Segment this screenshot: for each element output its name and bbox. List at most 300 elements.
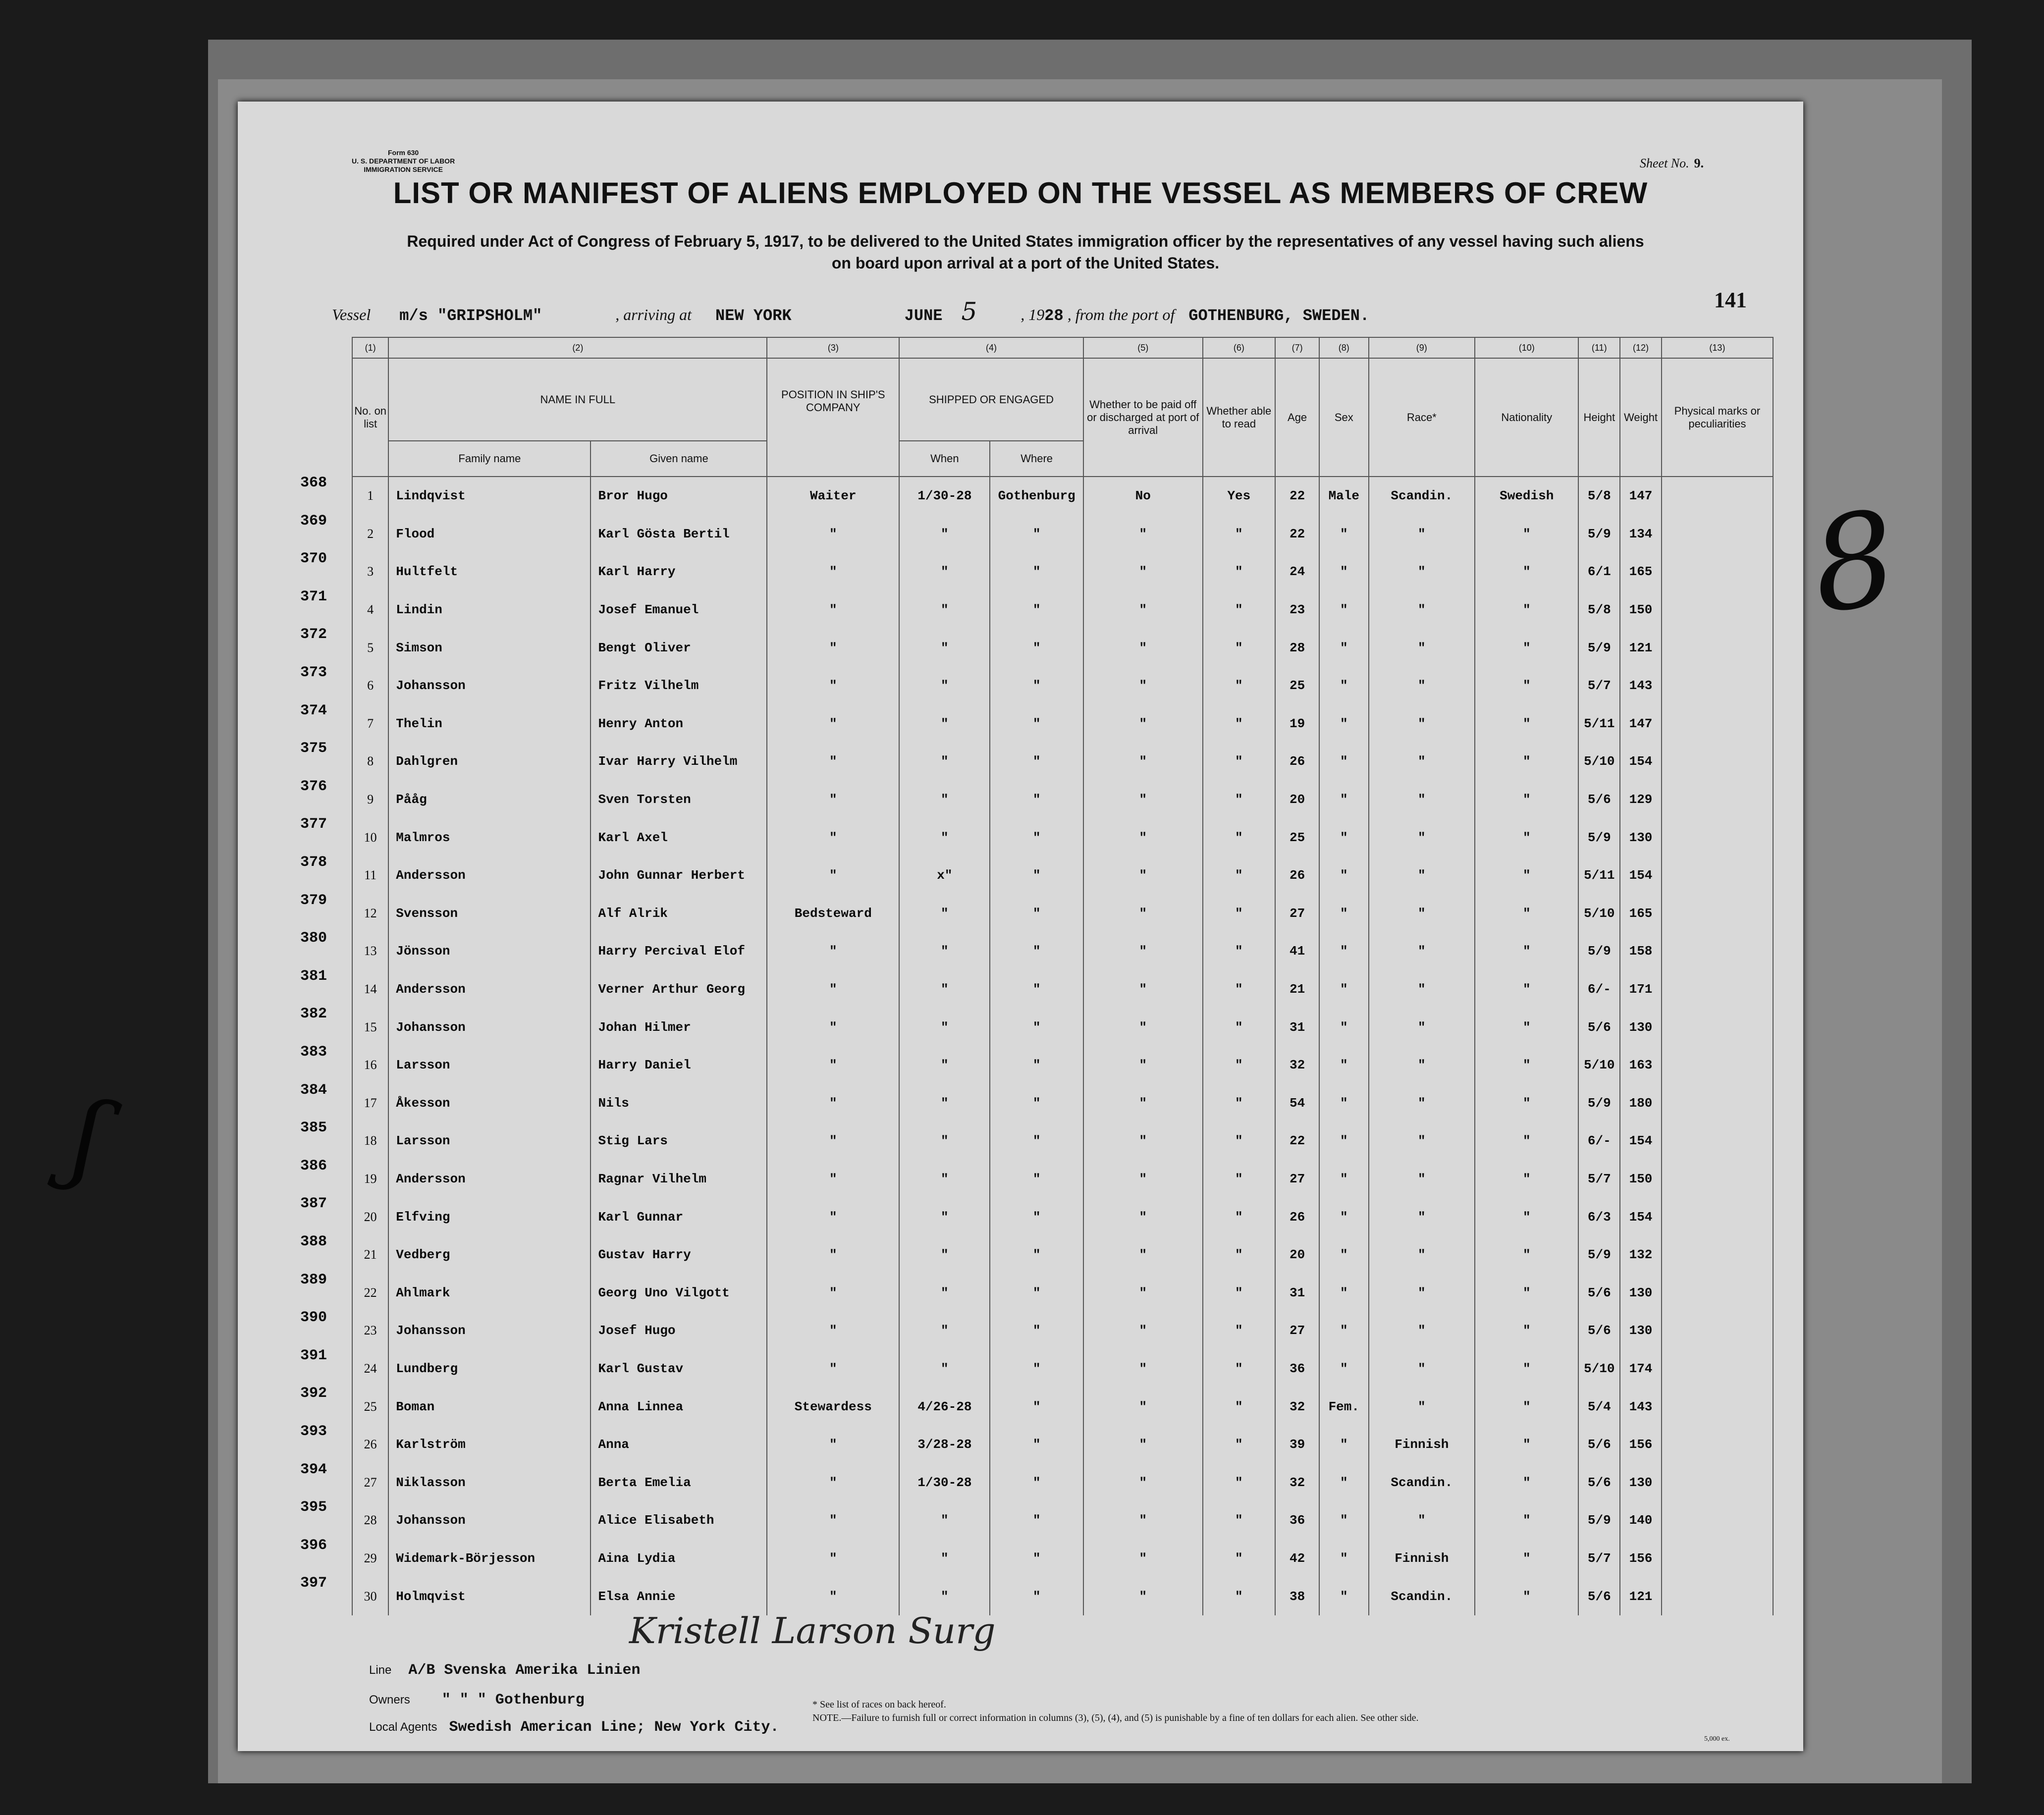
shipped-when-cell: " bbox=[899, 781, 990, 819]
weight-cell: 165 bbox=[1620, 895, 1662, 933]
shipped-when-cell: " bbox=[899, 895, 990, 933]
ledger-id: 380 bbox=[300, 930, 327, 947]
table-row bbox=[352, 1388, 1773, 1426]
height-cell: 5/9 bbox=[1578, 515, 1620, 553]
able-to-read-cell: " bbox=[1203, 1463, 1276, 1501]
sex-cell: Fem. bbox=[1319, 1388, 1368, 1426]
colnum-11: (11) bbox=[1578, 337, 1620, 358]
shipped-where-cell: " bbox=[990, 856, 1083, 895]
race-cell: " bbox=[1369, 1198, 1475, 1236]
sex-cell: " bbox=[1319, 591, 1368, 629]
nationality-cell: " bbox=[1475, 1426, 1578, 1464]
sex-cell: " bbox=[1319, 1312, 1368, 1350]
height-cell: 5/4 bbox=[1578, 1388, 1620, 1426]
age-cell: 24 bbox=[1275, 553, 1319, 591]
physical-marks-cell bbox=[1662, 1160, 1773, 1198]
position-cell: " bbox=[767, 1350, 899, 1388]
penalty-note: NOTE.—Failure to furnish full or correct information in columns (3), (5), (4), and (5) is punishable by a fine of ten dollars for each alien. See other side. bbox=[812, 1712, 1419, 1723]
age-cell: 27 bbox=[1275, 1160, 1319, 1198]
age-cell: 38 bbox=[1275, 1577, 1319, 1615]
age-cell: 19 bbox=[1275, 705, 1319, 743]
family-name-cell: Lundberg bbox=[388, 1350, 591, 1388]
ledger-id: 369 bbox=[300, 512, 327, 530]
family-name-cell: Malmros bbox=[388, 818, 591, 856]
shipped-when-cell: 4/26-28 bbox=[899, 1388, 990, 1426]
race-cell: Finnish bbox=[1369, 1426, 1475, 1464]
physical-marks-cell bbox=[1662, 932, 1773, 970]
given-name-cell: Karl Gösta Bertil bbox=[591, 515, 767, 553]
race-cell: " bbox=[1369, 1501, 1475, 1540]
shipped-where-cell: " bbox=[990, 1388, 1083, 1426]
nationality-cell: " bbox=[1475, 932, 1578, 970]
family-name-cell: Johansson bbox=[388, 1008, 591, 1046]
age-cell: 25 bbox=[1275, 667, 1319, 705]
subtitle-line-1: Required under Act of Congress of February 5, 1917, to be delivered to the United States immigration officer by the representatives of any vessel having such aliens bbox=[407, 232, 1644, 250]
able-to-read-cell: " bbox=[1203, 705, 1276, 743]
ledger-id: 374 bbox=[300, 702, 327, 719]
margin-handwritten-number: 8 bbox=[1803, 482, 1905, 643]
height-cell: 5/9 bbox=[1578, 932, 1620, 970]
ledger-id: 377 bbox=[300, 816, 327, 833]
row-number-cell: 9 bbox=[352, 781, 388, 819]
height-cell: 5/7 bbox=[1578, 1160, 1620, 1198]
family-name-cell: Karlström bbox=[388, 1426, 591, 1464]
given-name-cell: Alf Alrik bbox=[591, 895, 767, 933]
shipped-where-cell: " bbox=[990, 1350, 1083, 1388]
shipped-where-cell: " bbox=[990, 553, 1083, 591]
margin-scribble: ʃ bbox=[64, 1078, 111, 1197]
able-to-read-cell: " bbox=[1203, 515, 1276, 553]
physical-marks-cell bbox=[1662, 1046, 1773, 1084]
ledger-id: 386 bbox=[300, 1157, 327, 1174]
given-name-cell: Karl Axel bbox=[591, 818, 767, 856]
family-name-cell: Hultfelt bbox=[388, 553, 591, 591]
race-cell: " bbox=[1369, 1008, 1475, 1046]
paid-off-cell: " bbox=[1083, 1312, 1203, 1350]
vessel-line bbox=[332, 297, 1769, 326]
arrival-port: NEW YORK bbox=[715, 307, 792, 325]
paid-off-cell: " bbox=[1083, 1274, 1203, 1312]
family-name-cell: Åkesson bbox=[388, 1084, 591, 1122]
arriving-label: , arriving at bbox=[615, 306, 692, 323]
age-cell: 27 bbox=[1275, 895, 1319, 933]
paid-off-cell: " bbox=[1083, 1008, 1203, 1046]
position-cell: Stewardess bbox=[767, 1388, 899, 1426]
header-shipped: SHIPPED OR ENGAGED bbox=[899, 358, 1083, 441]
age-cell: 36 bbox=[1275, 1501, 1319, 1540]
given-name-cell: Nils bbox=[591, 1084, 767, 1122]
nationality-cell: " bbox=[1475, 1084, 1578, 1122]
physical-marks-cell bbox=[1662, 1350, 1773, 1388]
position-cell: " bbox=[767, 1084, 899, 1122]
nationality-cell: " bbox=[1475, 1501, 1578, 1540]
header-name-in-full: NAME IN FULL bbox=[388, 358, 767, 441]
race-cell: " bbox=[1369, 1388, 1475, 1426]
weight-cell: 163 bbox=[1620, 1046, 1662, 1084]
table-row bbox=[352, 1122, 1773, 1160]
line-label: Line bbox=[369, 1663, 392, 1677]
position-cell: " bbox=[767, 1426, 899, 1464]
physical-marks-cell bbox=[1662, 1274, 1773, 1312]
nationality-cell: " bbox=[1475, 515, 1578, 553]
able-to-read-cell: " bbox=[1203, 1160, 1276, 1198]
able-to-read-cell: " bbox=[1203, 818, 1276, 856]
colnum-3: (3) bbox=[767, 337, 899, 358]
sheet-number bbox=[1640, 156, 1704, 171]
paid-off-cell: " bbox=[1083, 1463, 1203, 1501]
shipped-where-cell: " bbox=[990, 1008, 1083, 1046]
shipped-where-cell: " bbox=[990, 970, 1083, 1009]
race-cell: " bbox=[1369, 515, 1475, 553]
nationality-cell: " bbox=[1475, 553, 1578, 591]
paid-off-cell: " bbox=[1083, 1084, 1203, 1122]
sheet-label: Sheet No. bbox=[1640, 156, 1689, 170]
table-row bbox=[352, 1463, 1773, 1501]
race-cell: " bbox=[1369, 1046, 1475, 1084]
height-cell: 5/9 bbox=[1578, 1236, 1620, 1274]
nationality-cell: Swedish bbox=[1475, 477, 1578, 515]
arrival-day: 5 bbox=[961, 297, 977, 326]
year-prefix: , 19 bbox=[1021, 306, 1045, 323]
header-row bbox=[352, 358, 1773, 441]
position-cell: " bbox=[767, 705, 899, 743]
family-name-cell: Svensson bbox=[388, 895, 591, 933]
sex-cell: " bbox=[1319, 856, 1368, 895]
table-row bbox=[352, 1426, 1773, 1464]
ledger-id: 381 bbox=[300, 967, 327, 985]
race-cell: " bbox=[1369, 1160, 1475, 1198]
physical-marks-cell bbox=[1662, 553, 1773, 591]
height-cell: 5/6 bbox=[1578, 1463, 1620, 1501]
able-to-read-cell: " bbox=[1203, 1426, 1276, 1464]
physical-marks-cell bbox=[1662, 1008, 1773, 1046]
able-to-read-cell: " bbox=[1203, 970, 1276, 1009]
shipped-where-cell: " bbox=[990, 932, 1083, 970]
shipped-when-cell: " bbox=[899, 1274, 990, 1312]
paid-off-cell: " bbox=[1083, 1160, 1203, 1198]
weight-cell: 154 bbox=[1620, 1122, 1662, 1160]
colnum-9: (9) bbox=[1369, 337, 1475, 358]
able-to-read-cell: " bbox=[1203, 932, 1276, 970]
shipped-when-cell: 3/28-28 bbox=[899, 1426, 990, 1464]
paid-off-cell: " bbox=[1083, 553, 1203, 591]
table-row bbox=[352, 932, 1773, 970]
race-cell: " bbox=[1369, 1236, 1475, 1274]
family-name-cell: Andersson bbox=[388, 970, 591, 1009]
table-row bbox=[352, 1274, 1773, 1312]
crew-manifest-table bbox=[352, 337, 1774, 1615]
race-cell: " bbox=[1369, 1084, 1475, 1122]
given-name-cell: Karl Gunnar bbox=[591, 1198, 767, 1236]
sex-cell: " bbox=[1319, 743, 1368, 781]
colnum-10: (10) bbox=[1475, 337, 1578, 358]
weight-cell: 143 bbox=[1620, 667, 1662, 705]
given-name-cell: Berta Emelia bbox=[591, 1463, 767, 1501]
footer-agents bbox=[369, 1719, 779, 1736]
weight-cell: 130 bbox=[1620, 818, 1662, 856]
position-cell: " bbox=[767, 1046, 899, 1084]
ledger-id: 375 bbox=[300, 740, 327, 757]
table-row bbox=[352, 1236, 1773, 1274]
position-cell: " bbox=[767, 591, 899, 629]
position-cell: " bbox=[767, 818, 899, 856]
sex-cell: " bbox=[1319, 1350, 1368, 1388]
table-row bbox=[352, 818, 1773, 856]
shipped-when-cell: " bbox=[899, 705, 990, 743]
row-number-cell: 2 bbox=[352, 515, 388, 553]
age-cell: 20 bbox=[1275, 781, 1319, 819]
family-name-cell: Johansson bbox=[388, 667, 591, 705]
physical-marks-cell bbox=[1662, 1388, 1773, 1426]
weight-cell: 150 bbox=[1620, 1160, 1662, 1198]
row-number-cell: 26 bbox=[352, 1426, 388, 1464]
height-cell: 5/11 bbox=[1578, 856, 1620, 895]
race-cell: " bbox=[1369, 970, 1475, 1009]
height-cell: 5/8 bbox=[1578, 591, 1620, 629]
ledger-id: 371 bbox=[300, 588, 327, 605]
position-cell: Bedsteward bbox=[767, 895, 899, 933]
sex-cell: " bbox=[1319, 818, 1368, 856]
paid-off-cell: " bbox=[1083, 932, 1203, 970]
colnum-1: (1) bbox=[352, 337, 388, 358]
able-to-read-cell: " bbox=[1203, 1274, 1276, 1312]
shipped-when-cell: " bbox=[899, 1084, 990, 1122]
shipped-when-cell: 1/30-28 bbox=[899, 477, 990, 515]
shipped-where-cell: " bbox=[990, 1577, 1083, 1615]
header-physical-marks: Physical marks or peculiarities bbox=[1662, 358, 1773, 477]
race-cell: " bbox=[1369, 856, 1475, 895]
shipped-when-cell: " bbox=[899, 1046, 990, 1084]
physical-marks-cell bbox=[1662, 1463, 1773, 1501]
race-cell: Finnish bbox=[1369, 1540, 1475, 1578]
given-name-cell: Alice Elisabeth bbox=[591, 1501, 767, 1540]
table-row bbox=[352, 553, 1773, 591]
position-cell: " bbox=[767, 743, 899, 781]
height-cell: 5/10 bbox=[1578, 1046, 1620, 1084]
shipped-when-cell: " bbox=[899, 1501, 990, 1540]
sex-cell: Male bbox=[1319, 477, 1368, 515]
able-to-read-cell: " bbox=[1203, 667, 1276, 705]
colnum-12: (12) bbox=[1620, 337, 1662, 358]
height-cell: 5/6 bbox=[1578, 1426, 1620, 1464]
age-cell: 22 bbox=[1275, 515, 1319, 553]
nationality-cell: " bbox=[1475, 1388, 1578, 1426]
given-name-cell: Elsa Annie bbox=[591, 1577, 767, 1615]
table-row bbox=[352, 629, 1773, 667]
table-row bbox=[352, 591, 1773, 629]
shipped-when-cell: " bbox=[899, 970, 990, 1009]
row-number-cell: 24 bbox=[352, 1350, 388, 1388]
paid-off-cell: " bbox=[1083, 1046, 1203, 1084]
shipped-where-cell: " bbox=[990, 515, 1083, 553]
family-name-cell: Vedberg bbox=[388, 1236, 591, 1274]
position-cell: " bbox=[767, 1540, 899, 1578]
position-cell: " bbox=[767, 1577, 899, 1615]
age-cell: 20 bbox=[1275, 1236, 1319, 1274]
weight-cell: 132 bbox=[1620, 1236, 1662, 1274]
row-number-cell: 7 bbox=[352, 705, 388, 743]
table-row bbox=[352, 705, 1773, 743]
row-number-cell: 15 bbox=[352, 1008, 388, 1046]
nationality-cell: " bbox=[1475, 1198, 1578, 1236]
height-cell: 6/- bbox=[1578, 970, 1620, 1009]
able-to-read-cell: " bbox=[1203, 591, 1276, 629]
position-cell: " bbox=[767, 1236, 899, 1274]
colnum-2: (2) bbox=[388, 337, 767, 358]
given-name-cell: Stig Lars bbox=[591, 1122, 767, 1160]
sex-cell: " bbox=[1319, 1577, 1368, 1615]
weight-cell: 180 bbox=[1620, 1084, 1662, 1122]
age-cell: 32 bbox=[1275, 1463, 1319, 1501]
shipped-where-cell: " bbox=[990, 629, 1083, 667]
height-cell: 5/7 bbox=[1578, 1540, 1620, 1578]
height-cell: 5/9 bbox=[1578, 1084, 1620, 1122]
weight-cell: 150 bbox=[1620, 591, 1662, 629]
shipped-where-cell: " bbox=[990, 781, 1083, 819]
header-nationality: Nationality bbox=[1475, 358, 1578, 477]
able-to-read-cell: " bbox=[1203, 1046, 1276, 1084]
able-to-read-cell: " bbox=[1203, 1501, 1276, 1540]
ledger-id: 378 bbox=[300, 854, 327, 871]
header-when: When bbox=[899, 441, 990, 477]
age-cell: 31 bbox=[1275, 1008, 1319, 1046]
shipped-when-cell: " bbox=[899, 1122, 990, 1160]
colnum-6: (6) bbox=[1203, 337, 1276, 358]
row-number-cell: 6 bbox=[352, 667, 388, 705]
header-where: Where bbox=[990, 441, 1083, 477]
height-cell: 5/6 bbox=[1578, 1312, 1620, 1350]
age-cell: 22 bbox=[1275, 477, 1319, 515]
table-row bbox=[352, 1084, 1773, 1122]
manifest-sheet bbox=[238, 102, 1905, 1751]
ledger-id: 389 bbox=[300, 1271, 327, 1288]
family-name-cell: Holmqvist bbox=[388, 1577, 591, 1615]
family-name-cell: Pååg bbox=[388, 781, 591, 819]
race-cell: Scandin. bbox=[1369, 477, 1475, 515]
shipped-when-cell: " bbox=[899, 1008, 990, 1046]
row-number-cell: 19 bbox=[352, 1160, 388, 1198]
table-row bbox=[352, 781, 1773, 819]
header-sex: Sex bbox=[1319, 358, 1368, 477]
page-title: LIST OR MANIFEST OF ALIENS EMPLOYED ON THE VESSEL AS MEMBERS OF CREW bbox=[393, 176, 1648, 210]
table-row bbox=[352, 1008, 1773, 1046]
shipped-where-cell: " bbox=[990, 1274, 1083, 1312]
family-name-cell: Andersson bbox=[388, 856, 591, 895]
weight-cell: 130 bbox=[1620, 1312, 1662, 1350]
header-no-on-list: No. on list bbox=[352, 358, 388, 477]
height-cell: 5/10 bbox=[1578, 895, 1620, 933]
ledger-id: 382 bbox=[300, 1006, 327, 1023]
ledger-id: 391 bbox=[300, 1347, 327, 1364]
physical-marks-cell bbox=[1662, 1540, 1773, 1578]
sex-cell: " bbox=[1319, 553, 1368, 591]
nationality-cell: " bbox=[1475, 1274, 1578, 1312]
weight-cell: 171 bbox=[1620, 970, 1662, 1009]
physical-marks-cell bbox=[1662, 477, 1773, 515]
table-row bbox=[352, 515, 1773, 553]
races-note: * See list of races on back hereof. bbox=[812, 1699, 946, 1710]
shipped-when-cell: " bbox=[899, 1312, 990, 1350]
ledger-id: 396 bbox=[300, 1537, 327, 1554]
height-cell: 5/8 bbox=[1578, 477, 1620, 515]
header-weight: Weight bbox=[1620, 358, 1662, 477]
able-to-read-cell: " bbox=[1203, 1008, 1276, 1046]
owners-value: " " " Gothenburg bbox=[441, 1692, 585, 1708]
row-number-cell: 14 bbox=[352, 970, 388, 1009]
height-cell: 6/3 bbox=[1578, 1198, 1620, 1236]
given-name-cell: Josef Hugo bbox=[591, 1312, 767, 1350]
given-name-cell: Sven Torsten bbox=[591, 781, 767, 819]
row-number-cell: 18 bbox=[352, 1122, 388, 1160]
age-cell: 54 bbox=[1275, 1084, 1319, 1122]
nationality-cell: " bbox=[1475, 743, 1578, 781]
nationality-cell: " bbox=[1475, 1236, 1578, 1274]
sex-cell: " bbox=[1319, 515, 1368, 553]
row-number-cell: 5 bbox=[352, 629, 388, 667]
shipped-when-cell: " bbox=[899, 818, 990, 856]
weight-cell: 143 bbox=[1620, 1388, 1662, 1426]
row-number-cell: 16 bbox=[352, 1046, 388, 1084]
nationality-cell: " bbox=[1475, 1577, 1578, 1615]
given-name-cell: Ragnar Vilhelm bbox=[591, 1160, 767, 1198]
physical-marks-cell bbox=[1662, 970, 1773, 1009]
height-cell: 5/6 bbox=[1578, 1008, 1620, 1046]
footer-owners bbox=[369, 1692, 585, 1708]
arrival-year: 28 bbox=[1044, 307, 1064, 325]
shipped-where-cell: " bbox=[990, 743, 1083, 781]
nationality-cell: " bbox=[1475, 1160, 1578, 1198]
shipped-when-cell: " bbox=[899, 743, 990, 781]
given-name-cell: Karl Harry bbox=[591, 553, 767, 591]
paid-off-cell: " bbox=[1083, 1236, 1203, 1274]
shipped-when-cell: " bbox=[899, 515, 990, 553]
paid-off-cell: " bbox=[1083, 1198, 1203, 1236]
position-cell: " bbox=[767, 1008, 899, 1046]
weight-cell: 156 bbox=[1620, 1540, 1662, 1578]
given-name-cell: Bengt Oliver bbox=[591, 629, 767, 667]
shipped-when-cell: " bbox=[899, 932, 990, 970]
row-number-cell: 8 bbox=[352, 743, 388, 781]
height-cell: 6/1 bbox=[1578, 553, 1620, 591]
family-name-cell: Lindin bbox=[388, 591, 591, 629]
nationality-cell: " bbox=[1475, 667, 1578, 705]
able-to-read-cell: " bbox=[1203, 743, 1276, 781]
row-number-cell: 27 bbox=[352, 1463, 388, 1501]
age-cell: 36 bbox=[1275, 1350, 1319, 1388]
paid-off-cell: " bbox=[1083, 667, 1203, 705]
shipped-where-cell: " bbox=[990, 818, 1083, 856]
given-name-cell: John Gunnar Herbert bbox=[591, 856, 767, 895]
header-height: Height bbox=[1578, 358, 1620, 477]
nationality-cell: " bbox=[1475, 818, 1578, 856]
table-row bbox=[352, 1198, 1773, 1236]
row-number-cell: 23 bbox=[352, 1312, 388, 1350]
nationality-cell: " bbox=[1475, 1046, 1578, 1084]
sex-cell: " bbox=[1319, 1046, 1368, 1084]
row-number-cell: 4 bbox=[352, 591, 388, 629]
sex-cell: " bbox=[1319, 1008, 1368, 1046]
shipped-where-cell: " bbox=[990, 895, 1083, 933]
colnum-4: (4) bbox=[899, 337, 1083, 358]
able-to-read-cell: " bbox=[1203, 1350, 1276, 1388]
shipped-where-cell: " bbox=[990, 667, 1083, 705]
able-to-read-cell: " bbox=[1203, 1236, 1276, 1274]
paid-off-cell: " bbox=[1083, 1540, 1203, 1578]
race-cell: " bbox=[1369, 743, 1475, 781]
height-cell: 5/6 bbox=[1578, 1577, 1620, 1615]
department-name: U. S. DEPARTMENT OF LABOR bbox=[352, 157, 455, 165]
position-cell: " bbox=[767, 515, 899, 553]
